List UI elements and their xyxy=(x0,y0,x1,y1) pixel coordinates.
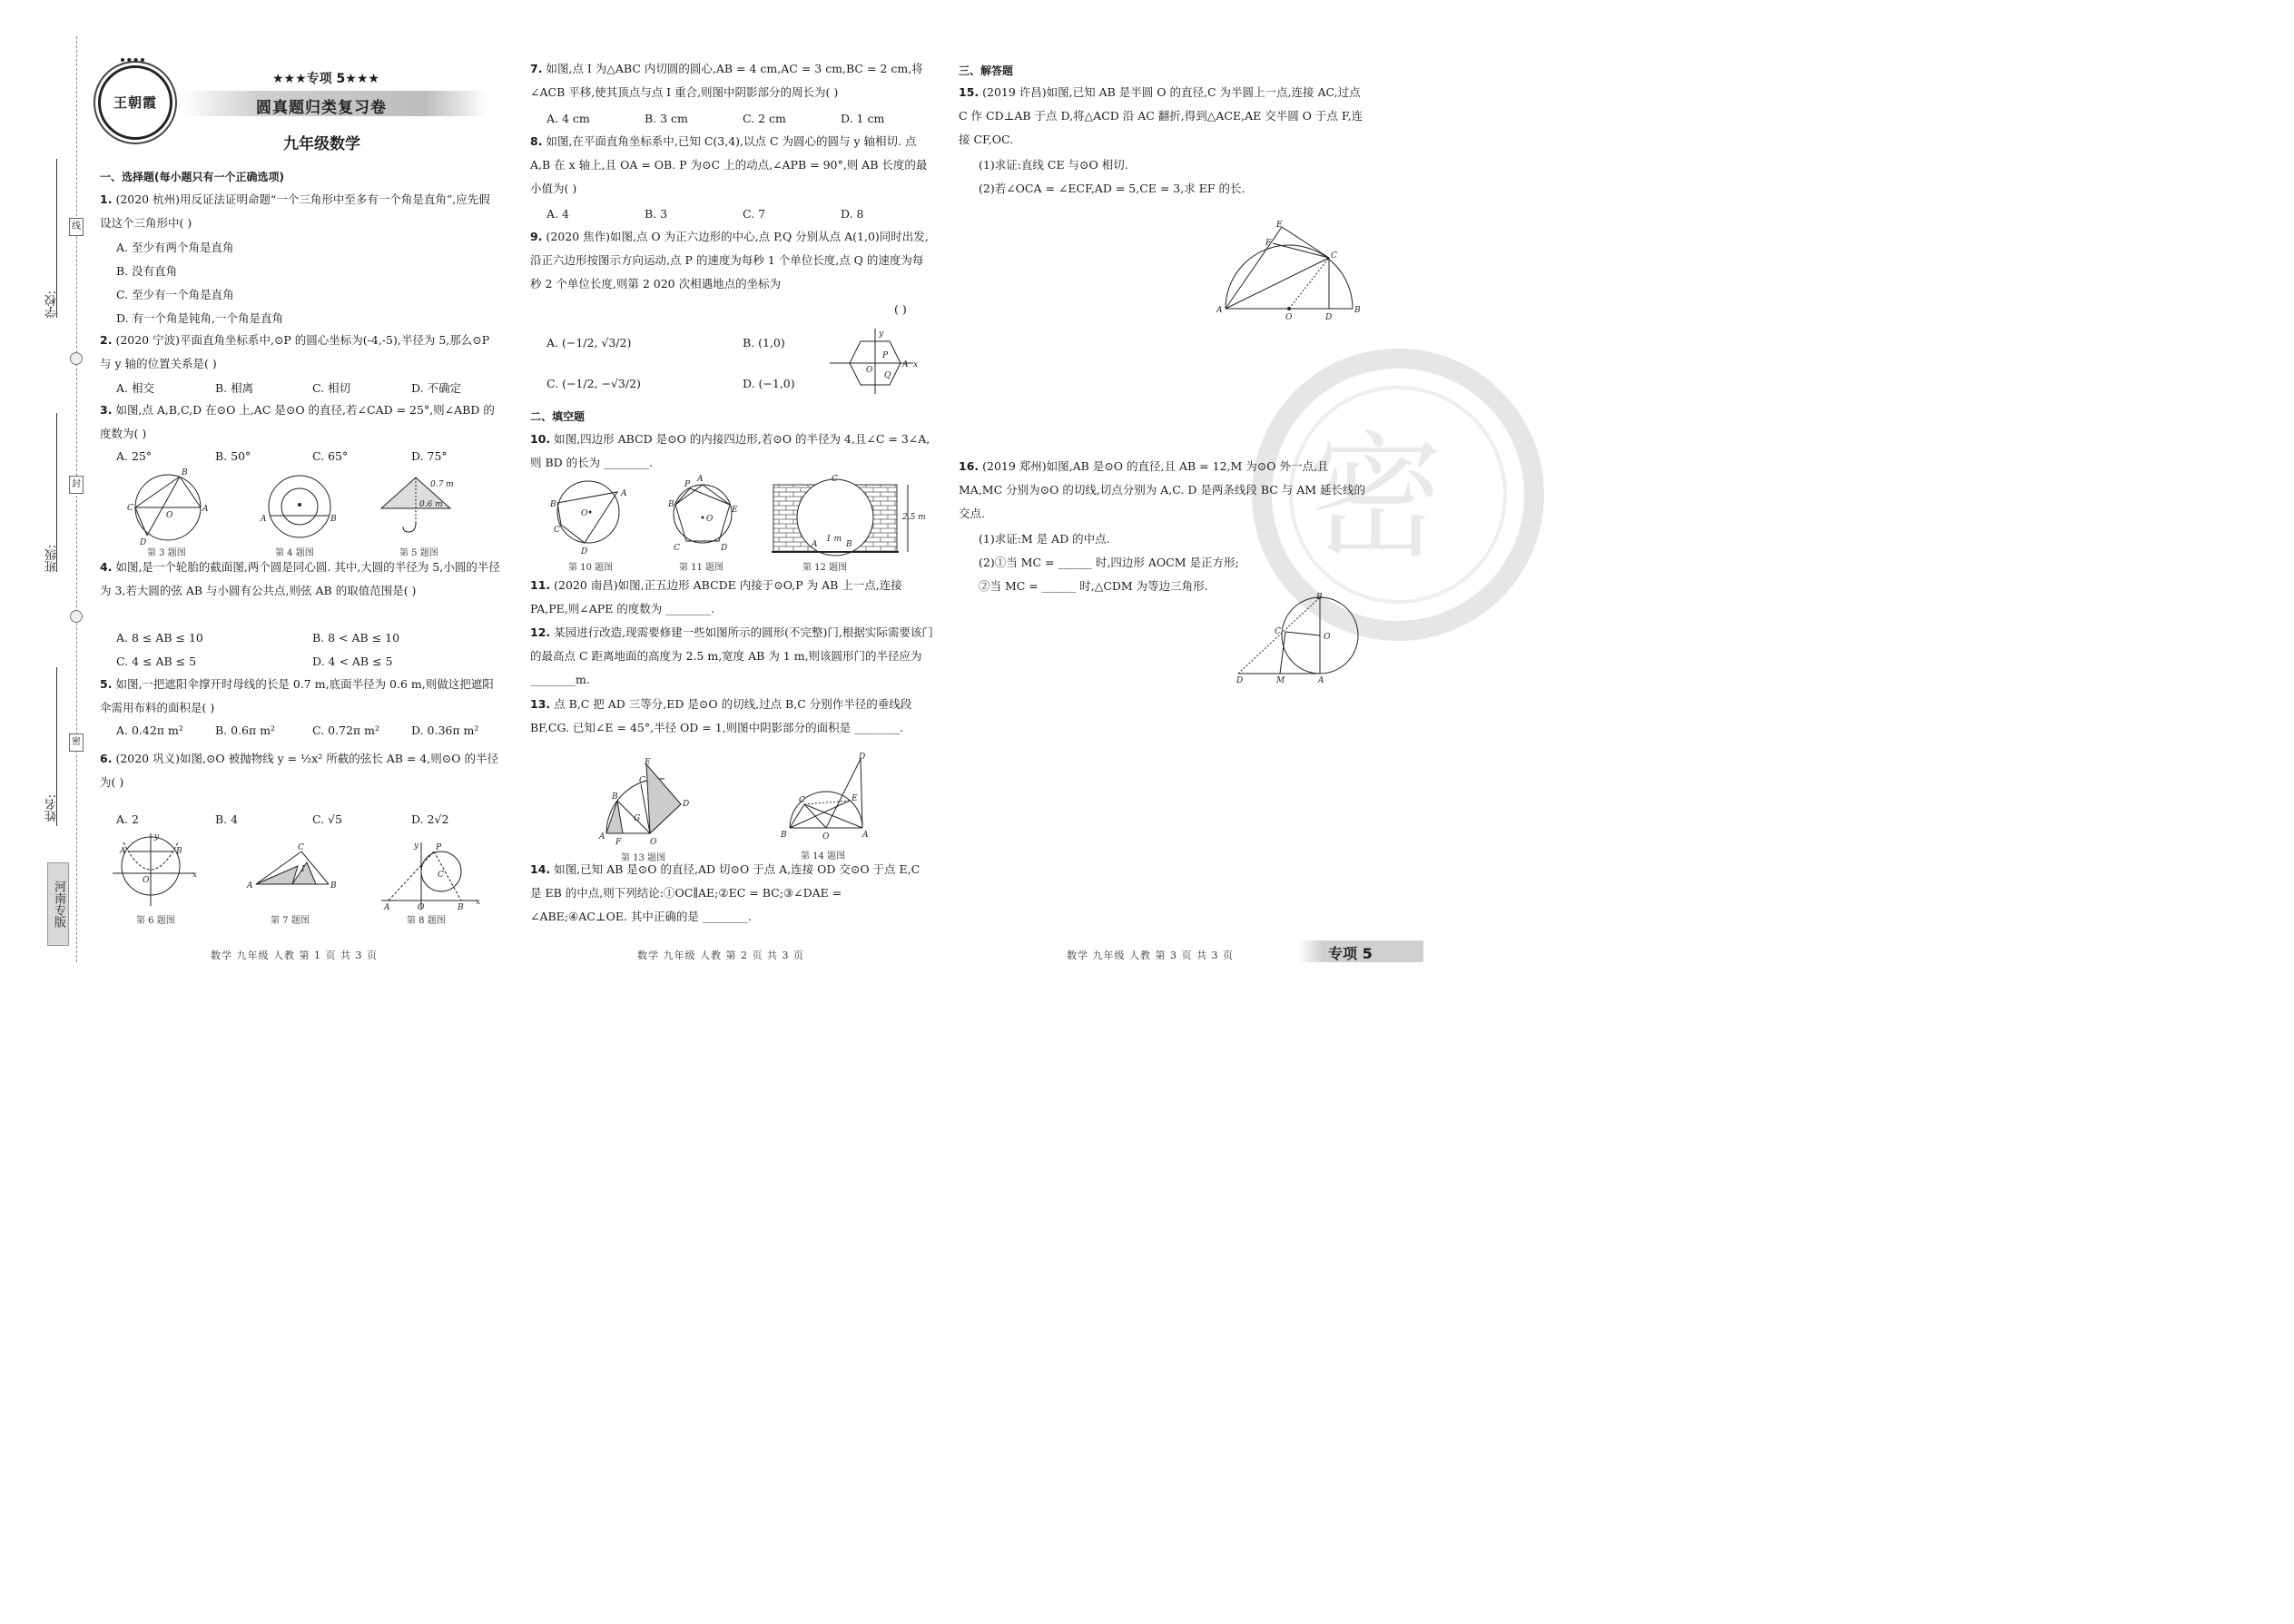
svg-text:B: B xyxy=(182,468,188,477)
q3-option-c[interactable]: C. 65° xyxy=(312,449,349,463)
svg-text:O: O xyxy=(1324,633,1331,642)
q4-option-a[interactable]: A. 8 ≤ AB ≤ 10 xyxy=(116,631,203,645)
q2-option-c[interactable]: C. 相切 xyxy=(312,381,351,395)
figure-7 xyxy=(247,844,338,899)
svg-text:P: P xyxy=(436,843,442,852)
q4-number: 4. xyxy=(100,560,113,574)
q7-number: 7. xyxy=(530,62,543,75)
q15-part-1: (1)求证:直线 CE 与⊙O 相切. xyxy=(979,158,1128,172)
q7-option-d[interactable]: D. 1 cm xyxy=(841,112,885,125)
svg-text:B: B xyxy=(1316,593,1323,602)
figure-16 xyxy=(1235,592,1362,686)
q5-option-d[interactable]: D. 0.36π m² xyxy=(411,723,479,737)
q1-option-b[interactable]: B. 没有直角 xyxy=(116,264,178,278)
fig4-caption: 第 4 题图 xyxy=(275,548,314,558)
question-10 xyxy=(530,428,934,475)
svg-text:C: C xyxy=(639,776,645,785)
figure-4 xyxy=(263,472,345,545)
svg-text:O: O xyxy=(1285,313,1293,322)
q6-option-c[interactable]: C. √5 xyxy=(312,812,342,826)
fig14-caption: 第 14 题图 xyxy=(801,851,846,861)
banner-title: 圆真题归类复习卷 xyxy=(256,99,387,117)
svg-text:C: C xyxy=(832,475,838,484)
svg-text:B: B xyxy=(781,831,787,840)
q4-option-c[interactable]: C. 4 ≤ AB ≤ 5 xyxy=(116,655,197,668)
svg-text:x: x xyxy=(192,871,198,880)
svg-text:C: C xyxy=(799,796,805,805)
q7-text: 如图,点 I 为△ABC 内切圆的圆心,AB = 4 cm,AC = 3 cm,BC = 2 cm,将∠ACB 平移,使其顶点与点 I 重合,则图中阴影部分的周长为( ) xyxy=(530,62,923,99)
q15-text: (2019 许昌)如图,已知 AB 是半圆 O 的直径,C 为半圆上一点,连接 AC,过点 C 作 CD⊥AB 于点 D,将△ACD 沿 AC 翻折,得到△ACE,AE 交半圆 O 于点 F,连接 CF,OC. xyxy=(959,85,1364,146)
svg-text:A: A xyxy=(1318,676,1324,685)
svg-text:A: A xyxy=(621,489,627,498)
q5-option-b[interactable]: B. 0.6π m² xyxy=(215,723,276,737)
binding-mark-xian: 线 xyxy=(69,218,84,236)
class-label: 班级: xyxy=(45,545,59,573)
q9-option-a[interactable]: A. (−1/2, √3/2) xyxy=(546,336,632,349)
q2-option-a[interactable]: A. 相交 xyxy=(116,381,154,395)
svg-text:y: y xyxy=(414,842,419,851)
svg-text:P: P xyxy=(882,351,889,360)
svg-text:B: B xyxy=(176,847,182,856)
q10-text: 如图,四边形 ABCD 是⊙O 的内接四边形,若⊙O 的半径为 4,且∠C = 3∠A,则 BD 的长为 ________. xyxy=(530,432,930,469)
svg-text:C: C xyxy=(1331,251,1337,261)
svg-text:P: P xyxy=(684,480,691,489)
fig6-caption: 第 6 题图 xyxy=(136,916,175,926)
fig12-caption: 第 12 题图 xyxy=(802,563,848,573)
q11-number: 11. xyxy=(530,578,551,592)
q6-option-b[interactable]: B. 4 xyxy=(215,812,239,826)
svg-text:x: x xyxy=(476,898,481,907)
svg-text:D: D xyxy=(140,538,147,547)
svg-text:y: y xyxy=(154,832,160,842)
q12-number: 12. xyxy=(530,625,551,639)
figure-11 xyxy=(666,477,748,552)
fig13-caption: 第 13 题图 xyxy=(621,853,666,863)
question-9 xyxy=(530,225,934,296)
edition-badge: 河南专版 xyxy=(47,862,69,946)
q8-option-c[interactable]: C. 7 xyxy=(743,207,766,221)
section-2-title: 二、填空题 xyxy=(530,410,586,423)
q4-text: 如图,是一个轮胎的截面图,两个圆是同心圆. 其中,大圆的半径为 5,小圆的半径为 3,若大圆的弦 AB 与小圆有公共点,则弦 AB 的取值范围是( ) xyxy=(100,560,500,597)
q16-part-1: (1)求证:M 是 AD 的中点. xyxy=(979,532,1110,546)
section-1-title: 一、选择题(每小题只有一个正确选项) xyxy=(100,171,284,183)
figure-8 xyxy=(381,842,481,911)
svg-text:x: x xyxy=(913,360,919,369)
q3-option-d[interactable]: D. 75° xyxy=(411,449,448,463)
svg-text:A: A xyxy=(902,360,909,369)
svg-text:Q: Q xyxy=(884,371,891,380)
page-subtitle: 九年级数学 xyxy=(283,135,360,153)
svg-text:A: A xyxy=(697,475,704,484)
svg-text:B: B xyxy=(550,500,556,509)
svg-text:O: O xyxy=(143,876,150,885)
svg-text:A: A xyxy=(120,847,126,856)
svg-text:G: G xyxy=(634,814,641,823)
q9-text: (2020 焦作)如图,点 O 为正六边形的中心,点 P,Q 分别从点 A(1,0)同时出发,沿正六边形按图示方向运动,点 P 的速度为每秒 1 个单位长度,点 Q 的速度为每秒 2 个单位长度,则第 2 020 次相遇地点的坐标为 xyxy=(530,230,929,290)
svg-text:C: C xyxy=(127,504,133,513)
question-11 xyxy=(530,574,934,621)
q1-text: (2020 杭州)用反证法证明命题“一个三角形中至多有一个角是直角”,应先假设这个三角形中( ) xyxy=(100,192,490,230)
footer-page-2: 数学 九年级 人教 第 2 页 共 3 页 xyxy=(637,950,804,961)
q9-option-d[interactable]: D. (−1,0) xyxy=(743,377,795,390)
q14-text: 如图,已知 AB 是⊙O 的直径,AD 切⊙O 于点 A,连接 OD 交⊙O 于点 E,C 是 EB 的中点,则下列结论:①OC∥AE;②EC = BC;③∠DAE = ∠ABE;④AC⊥OE. 其中正确的是 ________. xyxy=(530,862,921,923)
fig3-caption: 第 3 题图 xyxy=(147,548,186,558)
fig12-width-label: 1 m xyxy=(826,535,842,544)
q13-number: 13. xyxy=(530,697,551,711)
svg-text:A: A xyxy=(261,515,267,524)
q9-number: 9. xyxy=(530,230,543,243)
svg-text:O: O xyxy=(706,515,714,524)
section-3-title: 三、解答题 xyxy=(959,64,1014,77)
q1-number: 1. xyxy=(100,192,113,206)
figure-9 xyxy=(830,327,921,396)
figure-12 xyxy=(772,474,935,561)
question-14 xyxy=(530,858,934,929)
svg-text:E: E xyxy=(1276,221,1283,230)
q5-number: 5. xyxy=(100,677,113,691)
figure-10 xyxy=(548,476,632,554)
q6-text: (2020 巩义)如图,⊙O 被抛物线 y = ½x² 所截的弦长 AB = 4,则⊙O 的半径为( ) xyxy=(100,752,498,789)
svg-text:C: C xyxy=(674,544,680,553)
q13-text: 点 B,C 把 AD 三等分,ED 是⊙O 的切线,过点 B,C 分别作半径的垂线段 BF,CG. 已知∠E = 45°,半径 OD = 1,则图中阴影部分的面积是 ________. xyxy=(530,697,912,734)
q4-option-d[interactable]: D. 4 < AB ≤ 5 xyxy=(312,655,393,668)
watermark-text: 密 xyxy=(1307,419,1444,577)
figure-3 xyxy=(127,467,218,545)
q9-answer-paren[interactable]: ( ) xyxy=(894,302,907,316)
svg-text:A: A xyxy=(599,832,605,842)
name-label: 姓名: xyxy=(45,794,59,822)
figure-13 xyxy=(599,758,699,848)
q16-part-2b[interactable]: ②当 MC = ______ 时,△CDM 为等边三角形. xyxy=(979,579,1208,593)
question-2 xyxy=(100,329,501,376)
svg-text:E: E xyxy=(852,794,858,803)
svg-text:A: A xyxy=(862,831,869,840)
question-12 xyxy=(530,621,934,692)
svg-text:D: D xyxy=(581,547,588,556)
svg-text:B: B xyxy=(330,515,337,524)
fig10-caption: 第 10 题图 xyxy=(568,563,614,573)
q2-option-d[interactable]: D. 不确定 xyxy=(411,381,462,395)
q8-option-d[interactable]: D. 8 xyxy=(841,207,864,221)
q8-number: 8. xyxy=(530,134,543,148)
binding-dotted-line xyxy=(76,36,77,962)
q3-number: 3. xyxy=(100,403,113,417)
q5-option-c[interactable]: C. 0.72π m² xyxy=(312,723,379,737)
q7-option-a[interactable]: A. 4 cm xyxy=(546,112,590,125)
logo-badge xyxy=(98,65,172,140)
svg-text:O: O xyxy=(866,366,873,375)
class-field-line[interactable] xyxy=(56,413,57,572)
q5-text: 如图,一把遮阳伞撑开时母线的长是 0.7 m,底面半径为 0.6 m,则做这把遮阳伞需用布料的面积是( ) xyxy=(100,677,494,714)
svg-text:A: A xyxy=(812,540,818,549)
figure-15 xyxy=(1216,218,1366,320)
figure-14 xyxy=(781,755,881,842)
q3-option-a[interactable]: A. 25° xyxy=(116,449,153,463)
svg-text:O: O xyxy=(822,832,830,842)
school-field-line[interactable] xyxy=(56,159,57,318)
svg-text:A: A xyxy=(384,903,390,912)
question-15 xyxy=(959,81,1367,152)
question-3 xyxy=(100,399,501,446)
svg-text:F: F xyxy=(1265,239,1272,248)
q5-option-a[interactable]: A. 0.42π m² xyxy=(116,723,183,737)
svg-text:C: C xyxy=(438,871,444,880)
q6-option-a[interactable]: A. 2 xyxy=(116,812,139,826)
svg-text:M: M xyxy=(1276,676,1285,685)
q11-text: (2020 南昌)如图,正五边形 ABCDE 内接于⊙O,P 为 AB 上一点,连接 PA,PE,则∠APE 的度数为 ________. xyxy=(530,578,902,615)
svg-text:B: B xyxy=(668,500,674,509)
svg-text:E: E xyxy=(732,506,738,515)
svg-text:E: E xyxy=(645,758,651,767)
q15-part-2: (2)若∠OCA = ∠ECF,AD = 5,CE = 3,求 EF 的长. xyxy=(979,182,1245,195)
q10-number: 10. xyxy=(530,432,551,446)
svg-text:B: B xyxy=(846,540,852,549)
series-label: ★★★专项 5★★★ xyxy=(272,72,379,86)
svg-text:D: D xyxy=(1325,313,1333,322)
q1-option-a[interactable]: A. 至少有两个角是直角 xyxy=(116,241,234,254)
name-field-line[interactable] xyxy=(56,667,57,826)
question-6 xyxy=(100,747,501,794)
svg-text:C: C xyxy=(298,843,304,852)
svg-text:I: I xyxy=(301,865,305,874)
q6-number: 6. xyxy=(100,752,113,765)
q7-option-c[interactable]: C. 2 cm xyxy=(743,112,786,125)
fig7-caption: 第 7 题图 xyxy=(271,916,310,926)
q8-option-a[interactable]: A. 4 xyxy=(546,207,569,221)
footer-page-3: 数学 九年级 人教 第 3 页 共 3 页 xyxy=(1067,950,1234,961)
q2-number: 2. xyxy=(100,333,113,347)
q16-text: (2019 郑州)如图,AB 是⊙O 的直径,且 AB = 12,M 为⊙O 外一点,且 MA,MC 分别为⊙O 的切线,切点分别为 A,C. D 是两条线段 BC 与 AM 延长线的交点. xyxy=(959,459,1366,520)
svg-text:O: O xyxy=(650,838,657,847)
question-8 xyxy=(530,130,934,201)
svg-text:O: O xyxy=(418,903,425,912)
q4-option-b[interactable]: B. 8 < AB ≤ 10 xyxy=(312,631,400,645)
q2-option-b[interactable]: B. 相离 xyxy=(215,381,254,395)
q8-option-b[interactable]: B. 3 xyxy=(645,207,668,221)
question-13 xyxy=(530,693,934,740)
fig5-caption: 第 5 题图 xyxy=(399,548,438,558)
q12-text: 某园进行改造,现需要修建一些如图所示的圆形(不完整)门,根据实际需要该门的最高点 C 距离地面的高度为 2.5 m,宽度 AB 为 1 m,则该圆形门的半径应为 ________m. xyxy=(530,625,933,686)
q9-option-b[interactable]: B. (1,0) xyxy=(743,336,785,349)
svg-text:B: B xyxy=(612,792,618,802)
question-5 xyxy=(100,673,501,720)
binding-hole-icon xyxy=(70,610,83,623)
svg-text:A: A xyxy=(247,881,253,891)
svg-text:A: A xyxy=(202,505,209,514)
svg-text:B: B xyxy=(330,881,337,891)
svg-text:D: D xyxy=(721,544,728,553)
fig5-radius-label: 0.6 m xyxy=(419,500,443,509)
svg-text:y: y xyxy=(879,330,884,339)
svg-text:D: D xyxy=(683,800,690,809)
fig8-caption: 第 8 题图 xyxy=(407,916,446,926)
crown-icon xyxy=(121,58,144,71)
question-4 xyxy=(100,556,501,603)
q8-text: 如图,在平面直角坐标系中,已知 C(3,4),以点 C 为圆心的圆与 y 轴相切. 点 A,B 在 x 轴上,且 OA = OB. P 为⊙C 上的动点,∠APB = 90°,则 AB 长度的最小值为( ) xyxy=(530,134,928,195)
svg-text:D: D xyxy=(859,753,866,762)
svg-text:O: O xyxy=(166,511,173,520)
fig12-height-label: 2.5 m xyxy=(902,513,926,522)
figure-5 xyxy=(372,474,472,537)
q3-option-b[interactable]: B. 50° xyxy=(215,449,251,463)
school-label: 学校: xyxy=(45,290,59,319)
svg-text:O: O xyxy=(581,509,588,518)
svg-text:C: C xyxy=(1275,627,1281,636)
q1-option-c[interactable]: C. 至少有一个角是直角 xyxy=(116,288,234,301)
q16-part-2a[interactable]: (2)①当 MC = ______ 时,四边形 AOCM 是正方形; xyxy=(979,556,1239,569)
svg-text:B: B xyxy=(1354,306,1361,315)
q3-text: 如图,点 A,B,C,D 在⊙O 上,AC 是⊙O 的直径,若∠CAD = 25°,则∠ABD 的度数为( ) xyxy=(100,403,495,440)
question-1 xyxy=(100,188,501,235)
svg-text:F: F xyxy=(615,838,622,847)
question-16 xyxy=(959,455,1367,526)
q9-option-c[interactable]: C. (−1/2, −√3/2) xyxy=(546,377,641,390)
svg-text:C: C xyxy=(554,526,560,535)
q2-text: (2020 宁波)平面直角坐标系中,⊙P 的圆心坐标为(-4,-5),半径为 5,那么⊙P 与 y 轴的位置关系是( ) xyxy=(100,333,490,370)
figure-6 xyxy=(113,833,199,908)
binding-mark-feng: 封 xyxy=(69,476,84,494)
q6-option-d[interactable]: D. 2√2 xyxy=(411,812,449,826)
binding-mark-mi: 密 xyxy=(69,733,84,752)
binding-hole-icon xyxy=(70,352,83,365)
logo-text: 王朝霞 xyxy=(113,94,157,111)
q1-option-d[interactable]: D. 有一个角是钝角,一个角是直角 xyxy=(116,311,283,325)
fig5-slant-label: 0.7 m xyxy=(430,480,454,489)
svg-text:D: D xyxy=(1236,676,1244,685)
footer-badge: 专项 5 xyxy=(1328,945,1373,962)
q14-number: 14. xyxy=(530,862,551,876)
q16-number: 16. xyxy=(959,459,980,473)
fig11-caption: 第 11 题图 xyxy=(679,563,724,573)
question-7 xyxy=(530,57,934,104)
q15-number: 15. xyxy=(959,85,980,99)
svg-text:B: B xyxy=(458,903,464,912)
svg-text:A: A xyxy=(1216,306,1223,315)
footer-page-1: 数学 九年级 人教 第 1 页 共 3 页 xyxy=(211,950,378,961)
q7-option-b[interactable]: B. 3 cm xyxy=(645,112,688,125)
